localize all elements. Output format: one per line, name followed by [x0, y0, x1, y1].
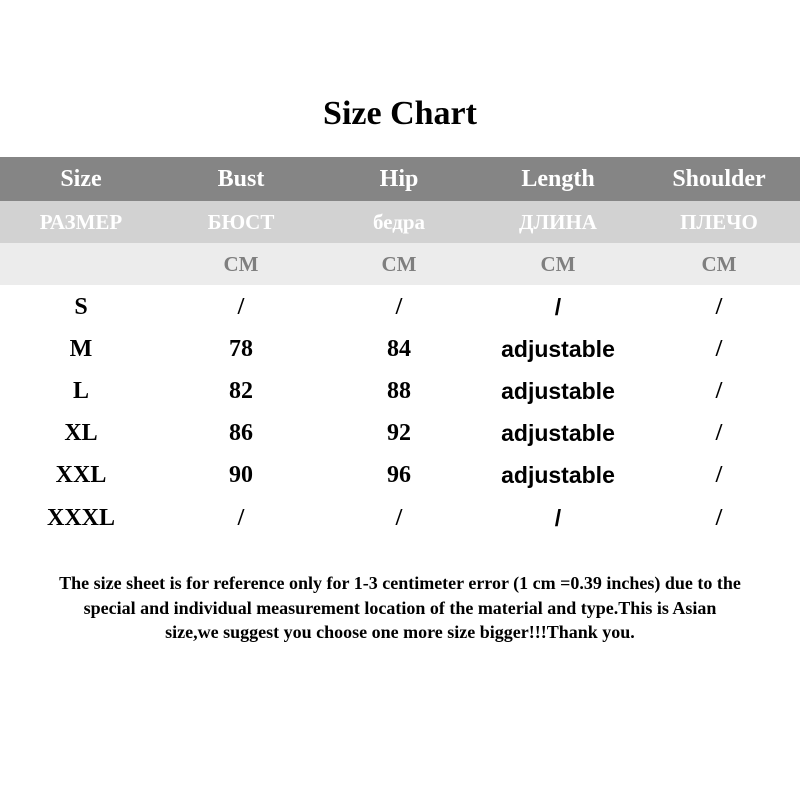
cell-size: S [74, 293, 88, 320]
header-ru-bust: БЮСТ [207, 209, 275, 234]
header-ru-size: РАЗМЕР [39, 209, 123, 234]
size-disclaimer-note [8, 571, 792, 645]
cell-length: adjustable [501, 419, 615, 446]
cell-size: XL [64, 419, 98, 446]
cell-hip: 96 [387, 461, 411, 488]
unit-length: CM [540, 251, 576, 276]
cell-shoulder: / [715, 461, 723, 488]
header-shoulder: Shoulder [672, 165, 766, 192]
table-header-row [0, 157, 800, 201]
cell-length: adjustable [501, 461, 615, 488]
cell-size: XXXL [46, 504, 115, 531]
unit-bust: CM [223, 251, 259, 276]
cell-size: L [72, 377, 89, 404]
note-line-1: The size sheet is for reference only for 1-3 centimeter error (1 cm =0.39 inches) due to the [59, 573, 741, 593]
unit-hip: CM [381, 251, 417, 276]
header-ru-hip: бедра [372, 209, 426, 234]
cell-hip: / [395, 504, 403, 531]
cell-bust: 78 [229, 335, 253, 362]
cell-shoulder: / [715, 377, 723, 404]
cell-hip: 84 [387, 335, 411, 362]
note-line-3: size,we suggest you choose one more size bigger!!!Thank you. [165, 622, 635, 642]
cell-shoulder: / [715, 293, 723, 320]
cell-size: XXL [55, 461, 107, 488]
header-hip: Hip [379, 165, 419, 192]
header-ru-shoulder: ПЛЕЧО [680, 209, 758, 234]
header-bust: Bust [217, 165, 265, 192]
cell-length: / [554, 504, 562, 531]
table-row [0, 370, 800, 412]
table-row [0, 497, 800, 539]
table-row [0, 454, 800, 496]
table-row [0, 328, 800, 370]
cell-length: adjustable [501, 335, 615, 362]
cell-bust: / [237, 504, 245, 531]
cell-length: adjustable [501, 377, 615, 404]
cell-bust: 90 [229, 461, 253, 488]
cell-hip: 92 [387, 419, 411, 446]
cell-shoulder: / [715, 504, 723, 531]
unit-shoulder: CM [701, 251, 737, 276]
cell-length: / [554, 293, 562, 320]
cell-hip: 88 [387, 377, 411, 404]
cell-bust: / [237, 293, 245, 320]
cell-size: M [69, 335, 93, 362]
table-row [0, 412, 800, 454]
cell-shoulder: / [715, 335, 723, 362]
cell-bust: 86 [229, 419, 253, 446]
header-length: Length [521, 165, 595, 192]
cell-hip: / [395, 293, 403, 320]
header-size: Size [60, 165, 102, 192]
header-ru-length: ДЛИНА [519, 209, 597, 234]
table-header-russian-row [0, 201, 800, 243]
table-row [0, 286, 800, 328]
cell-bust: 82 [229, 377, 253, 404]
cell-shoulder: / [715, 419, 723, 446]
table-units-row [0, 243, 800, 285]
note-line-2: special and individual measurement location of the material and type.This is Asian [83, 597, 717, 618]
page-title: Size Chart [323, 95, 477, 132]
